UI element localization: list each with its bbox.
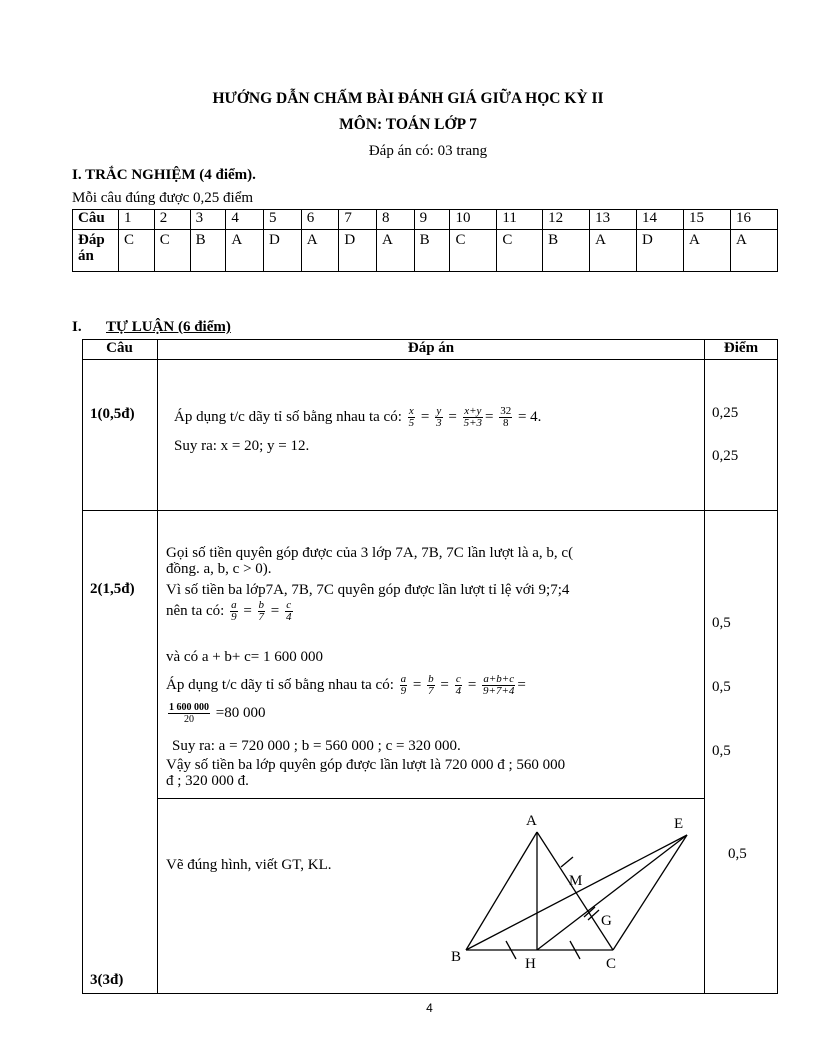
mc-q: 4 (226, 210, 264, 230)
frac-num: a (400, 673, 407, 685)
frac-num: y (436, 405, 442, 417)
q3-text: Vẽ đúng hình, viết GT, KL. (166, 857, 332, 873)
fraction (455, 674, 463, 697)
col-header-question: Câu (106, 340, 133, 356)
mc-question-row (73, 210, 778, 230)
divider (82, 359, 778, 360)
mc-q: 13 (590, 210, 637, 230)
frac-num: 1 600 000 (169, 702, 209, 713)
divider (157, 798, 705, 799)
point-label-b: B (451, 949, 462, 965)
frac-den: 7 (428, 685, 434, 697)
q2-p1a: Gọi số tiền quyên góp được của 3 lớp 7A, 7B, 7C lần lượt là a, b, c( (166, 545, 574, 561)
mc-q: 5 (264, 210, 302, 230)
q1-line2: Suy ra: x = 20; y = 12. (174, 438, 310, 454)
mc-answer-row (73, 230, 778, 272)
segment-ab (466, 832, 537, 950)
frac-num: c (286, 599, 292, 611)
frac-den: 9+7+4 (483, 685, 515, 697)
frac-num: a+b+c (483, 673, 515, 685)
mc-row-label-a2: án (78, 248, 94, 264)
frac-den: 9 (231, 611, 237, 623)
divider (157, 339, 158, 993)
mc-q: 2 (154, 210, 190, 230)
mc-q: 16 (730, 210, 777, 230)
frac-den: 8 (502, 417, 509, 429)
mc-q: 15 (684, 210, 731, 230)
q2-p5-prefix: Áp dụng t/c dãy tỉ số bằng nhau ta có: (166, 676, 394, 693)
q2-p4: và có a + b+ c= 1 600 000 (166, 649, 324, 665)
q2-score1: 0,5 (712, 615, 731, 631)
divider (82, 510, 778, 511)
mc-a: C (497, 230, 543, 272)
mc-q: 1 (119, 210, 155, 230)
q2-p8b: đ ; 320 000 đ. (166, 773, 249, 789)
frac-num: b (258, 599, 265, 611)
fraction (230, 600, 238, 623)
q2-label: 2(1,5đ) (90, 581, 135, 597)
equals: = (440, 676, 449, 693)
fraction (463, 406, 483, 429)
mc-a: B (190, 230, 226, 272)
col-header-score: Điểm (723, 340, 759, 356)
mc-a: D (637, 230, 684, 272)
frac-num: 32 (500, 405, 512, 417)
fraction (499, 406, 512, 429)
mc-q: 14 (637, 210, 684, 230)
equals: = (448, 408, 457, 425)
q2-score2: 0,5 (712, 679, 731, 695)
page-number: 4 (426, 1001, 433, 1015)
point-label-a: A (526, 813, 537, 829)
segment-he (537, 835, 687, 950)
mc-answer-table (72, 209, 778, 272)
fraction (408, 406, 416, 429)
geometry-figure (440, 805, 702, 980)
mc-a: A (301, 230, 339, 272)
mc-a: D (339, 230, 377, 272)
fraction (427, 674, 435, 697)
mc-q: 3 (190, 210, 226, 230)
q2-p1 (166, 545, 698, 577)
fraction (258, 600, 266, 623)
col-header-answer: Đáp án (407, 340, 455, 356)
mc-a: A (730, 230, 777, 272)
frac-den: 9 (400, 685, 407, 697)
mc-a: A (226, 230, 264, 272)
fraction (482, 674, 515, 697)
q1-line1 (174, 406, 541, 429)
mc-a: A (590, 230, 637, 272)
q1-score1: 0,25 (712, 405, 739, 421)
divider (704, 339, 705, 993)
mc-a: A (684, 230, 731, 272)
equals: = (467, 676, 477, 693)
frac-den: 20 (184, 714, 194, 725)
mc-q: 7 (339, 210, 377, 230)
point-label-m: M (569, 873, 583, 889)
fraction (168, 702, 210, 725)
q2-p3-prefix: nên ta có: (166, 602, 225, 619)
point-label-e: E (674, 816, 684, 832)
segment-be (466, 835, 687, 950)
tick-mark (561, 857, 573, 867)
frac-den: 5+3 (463, 417, 482, 429)
point-label-h: H (525, 956, 536, 972)
frac-num: x (408, 405, 414, 417)
fraction (435, 406, 443, 429)
mc-a: C (450, 230, 497, 272)
segment-ac (537, 832, 613, 950)
section1-note: Mỗi câu đúng được 0,25 điểm (72, 190, 254, 206)
doc-title-line1: HƯỚNG DẪN CHẤM BÀI ĐÁNH GIÁ GIỮA HỌC KỲ II (212, 90, 604, 107)
equals: = (420, 408, 430, 425)
q1-result: = 4. (517, 408, 542, 425)
frac-num: b (428, 673, 434, 685)
mc-a: C (119, 230, 155, 272)
q2-p8 (166, 757, 702, 789)
q2-p5 (166, 674, 526, 697)
q1-line1-prefix: Áp dụng t/c dãy tỉ số bằng nhau ta có: (174, 408, 402, 425)
frac-num: x+y (464, 405, 482, 417)
frac-den: 5 (408, 417, 415, 429)
q2-score3: 0,5 (712, 743, 731, 759)
q2-p6-result: =80 000 (215, 704, 266, 721)
mc-q: 10 (450, 210, 497, 230)
mc-a: A (377, 230, 415, 272)
q2-p6 (166, 702, 265, 725)
mc-q: 12 (543, 210, 590, 230)
equals: = (412, 676, 422, 693)
mc-row-label (73, 230, 119, 272)
equals: = (517, 676, 526, 693)
mc-a: B (414, 230, 450, 272)
equals: = (485, 408, 494, 425)
frac-den: 7 (258, 611, 265, 623)
mc-q: 11 (497, 210, 543, 230)
q2-p8a: Vậy số tiền ba lớp quyên góp được lần lượt là 720 000 đ ; 560 000 (166, 757, 566, 773)
mc-row-label-a1: Đáp (78, 232, 105, 248)
q2-p2: Vì số tiền ba lớp7A, 7B, 7C quyên góp được lần lượt tỉ lệ với 9;7;4 (166, 582, 570, 598)
section1-heading: I. TRẮC NGHIỆM (4 điểm). (72, 167, 256, 183)
q3-label: 3(3đ) (90, 972, 124, 988)
q2-p3 (166, 600, 295, 623)
mc-a: D (264, 230, 302, 272)
section2-heading-num: I. (72, 319, 82, 335)
segment-ce (613, 835, 687, 950)
point-label-c: C (606, 956, 617, 972)
mc-a: B (543, 230, 590, 272)
q3-score: 0,5 (728, 846, 747, 862)
equals: = (243, 602, 252, 619)
mc-q: 9 (414, 210, 450, 230)
mc-q: 6 (301, 210, 339, 230)
fraction (400, 674, 408, 697)
q2-p7: Suy ra: a = 720 000 ; b = 560 000 ; c = 320 000. (172, 738, 461, 754)
q1-label: 1(0,5đ) (90, 406, 135, 422)
doc-subtitle: Đáp án có: 03 trang (368, 143, 488, 159)
q2-p1b: đồng. a, b, c > 0). (166, 561, 272, 577)
frac-den: 4 (455, 685, 462, 697)
mc-q: 8 (377, 210, 415, 230)
frac-den: 4 (286, 611, 292, 623)
mc-row-label: Câu (73, 210, 119, 230)
fraction (285, 600, 293, 623)
section2-heading: TỰ LUẬN (6 điểm) (106, 319, 231, 335)
doc-title-line2: MÔN: TOÁN LỚP 7 (339, 116, 477, 133)
frac-num: a (231, 599, 237, 611)
equals: = (270, 602, 280, 619)
q1-score2: 0,25 (712, 448, 739, 464)
frac-num: c (455, 673, 461, 685)
point-label-g: G (601, 913, 612, 929)
frac-den: 3 (436, 417, 442, 429)
mc-a: C (154, 230, 190, 272)
